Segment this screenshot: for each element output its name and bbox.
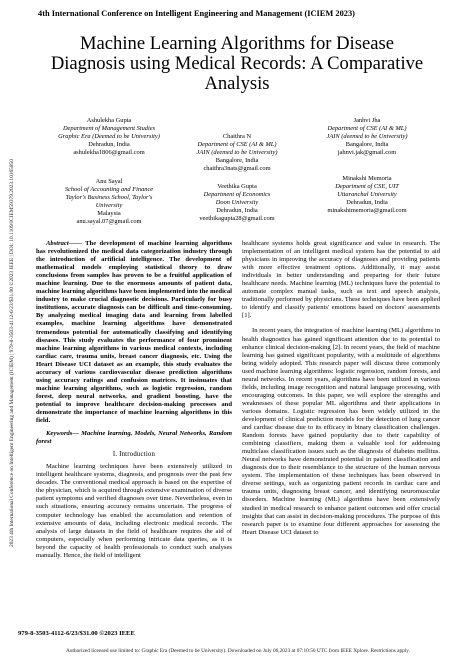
intro-paragraph-1: Machine learning techniques have been extensively utilized in intelligent healthcare systems, diagnosis, and prognosis over the past few decades. The conventional medical approach is based on the expertise of the physician, which is acquired through extensive examination of diverse patient symptoms and verified diagnoses over time. Nevertheless, even in such situations, ensuring accuracy remains uncertain. The progress of computer technology has enabled the accumulation and retention of extensive amounts of data, including electronic medical records. The analysis of large datasets in the field of healthcare requires the aid of computers, especially when performing intricate data queries, as it is beyond the capacity of health professionals to conduct such analyses manually. Hence, the field of intelligent [36, 463, 232, 559]
author-location: Bangalore, India [215, 157, 259, 164]
author-block-3 [302, 117, 432, 157]
author-affiliation: Department of CSE (AI & ML) [327, 125, 407, 132]
author-email: minakshimemoria@gmail.com [327, 207, 407, 214]
author-affiliation: JAIN (deemed to be University) [196, 149, 278, 156]
author-affiliation: Graphic Era (Deemed to be University) [58, 133, 160, 140]
author-affiliation: JAIN (deemed to be University) [326, 133, 408, 140]
left-column [36, 240, 232, 560]
abstract-label: Abstract— [46, 240, 76, 247]
author-location: Dehradun, India [216, 207, 258, 214]
author-name: Minakshi Memoria [342, 175, 392, 182]
author-email: chaithra3nats@gmail.com [203, 165, 271, 172]
author-name: Janhvi Jha [353, 117, 381, 124]
title-line-1: Machine Learning Algorithms for Disease [80, 33, 394, 54]
author-block-2 [172, 133, 302, 173]
author-location: Dehradun, India [346, 199, 388, 206]
right-paragraph-1: healthcare systems holds great significance and value in research. The implementation of an intelligent medical system has the potential to aid physicians in improving the accuracy of diagnoses and providing patients with more effective treatment options. Additionally, it may assist individuals in better understanding and preparing for their future healthcare needs. Machine learning (ML) techniques have the potential to automate complex manual tasks, such as text and speech analysis, traditionally performed by physicians. These techniques have been applied to identify and classify patients' emotions based on doctors' assessments [1]. [242, 240, 440, 320]
author-location: Bangalore, India [345, 141, 389, 148]
author-name: Veethika Gupta [217, 183, 257, 190]
title-line-3: Analysis [204, 73, 270, 94]
right-paragraph-2: In recent years, the integration of machine learning (ML) algorithms in health diagnostics has gained significant attention due to its potential to enhance clinical decision-making [2]. In recent years, the field of machine learning has gained significant popularity, with a multitude of algorithms being widely adopted. This research paper will discuss three commonly used machine learning algorithms: logistic regression, random forests, and neural networks. In recent years, algorithms have been utilized in various fields, including image recognition and natural language processing, with encouraging outcomes. In this paper, we will explore the strengths and weaknesses of these popular ML algorithms and their applications in various domains. Logistic regression has been widely utilized in the development of clinical prediction models for the detection of lung cancer and cardiac disease due to its efficacy in binary classification challenges. Random forests have gained popularity due to their capability of combining classifiers, making them a valuable tool for addressing multiclass classification issues such as the diagnosis of diabetes mellitus. Neural networks have demonstrated potential in patient classification and diagnosis due to their resemblance to the structure of the human nervous system. The implementation of these techniques has been observed in diverse settings, such as organizing patient records in cardiac care and trauma units, diagnosing breast cancer, and identifying neuromuscular disorders. Machine learning (ML) algorithms have been extensively studied in medical research to enhance patient outcomes and offer crucial insights that can assist in decision-making procedures. The purpose of this research paper is to examine four different approaches for assessing the Heart Disease UCI dataset to [242, 327, 440, 536]
abstract [36, 240, 232, 425]
section-heading-introduction: I. Introduction [112, 451, 156, 459]
author-location: Dehradun, India [88, 141, 130, 148]
author-affiliation: University [95, 202, 123, 209]
author-block-5 [172, 183, 302, 223]
author-affiliation: Doon University [215, 199, 259, 206]
author-affiliation: Uttaranchal University [337, 191, 397, 198]
author-affiliation: Taylor's Business School, Taylor's [65, 194, 153, 201]
author-email: ashulekha1806@gmail.com [73, 149, 145, 156]
abstract-text: — The development of machine learning algorithms has revolutionized the medical data categorization industry through the introduction of artificial intelligence. The development of mathematical models employing statistical theory to draw conclusions from samples has proven to be a fruitful application of machine learning. Due to the enormous amounts of patient data, machine learning algorithms have been implemented into the medical industry to make crucial diagnostic decisions. Particularly for busy institutions, accurate diagnosis can be difficult and time-consuming. By analyzing medical imaging data and learning from labelled examples, machine learning algorithms have demonstrated tremendous potential for automatically classifying and identifying diseases. This study evaluates the performance of four prominent machine learning algorithms in various medical contexts, including cardiac care, trauma units, breast cancer diagnosis, etc. Using the Heart Disease UCI dataset as an example, this study evaluates the accuracy of various cardiovascular disease prediction algorithms using accuracy ratings and confusion matrices. It insinuates that machine learning algorithms, such as logistic regression, random forest, deep neural networks, and gradient boosting, have the potential to improve healthcare decision-making processes and demonstrate the importance of machine learning algorithms in this field. [36, 240, 232, 425]
footer-isbn: 979-8-3503-4112-6/23/$31.00 ©2023 IEEE [18, 630, 135, 637]
license-notice: Authorized licensed use limited to: Graphic Era (Deemed to be University). Downloaded on July 06,2023 at 07:10:50 UTC from IEEE Xplore. Restrictions apply. [66, 648, 410, 654]
author-name: Ashulekha Gupta [86, 117, 132, 124]
keywords-text: Machine learning, Models, Neural Networks, Random forest [36, 430, 232, 446]
author-block-1 [44, 117, 174, 157]
author-email: anu.sayal.07@gmail.com [76, 218, 142, 225]
side-citation-text: 2023 4th International Conference on Intelligent Engineering and Management (ICIEM) | 979-8-3503-4112-6/23/$31.00 ©2023 IEEE | DOI: 10.1109/ICIEM59379.2023.10165850 [9, 159, 15, 547]
author-email: jahnvi.jak@gmail.com [337, 149, 397, 156]
author-block-6 [302, 175, 432, 215]
author-location: Malaysia [97, 210, 121, 217]
conference-header: 4th International Conference on Intelligent Engineering and Management (ICIEM 2023) [38, 9, 355, 18]
author-name: Anu Sayal [95, 178, 123, 185]
author-email: veethikagupta28@gmail.com [199, 215, 275, 222]
author-affiliation: School of Accounting and Finance [64, 186, 154, 193]
keywords [36, 430, 232, 446]
right-column [242, 240, 440, 537]
author-affiliation: Department of CSE, UIT [335, 183, 399, 190]
keywords-label: Keywords— [46, 430, 79, 438]
author-affiliation: Department of Economics [203, 191, 271, 198]
title-line-2: Diagnosis using Medical Records: A Comparative [50, 53, 424, 74]
author-name: Chaithra N [222, 133, 252, 140]
author-affiliation: Department of CSE (AI & ML) [197, 141, 277, 148]
author-block-4 [44, 178, 174, 226]
paper-title [20, 34, 454, 94]
author-affiliation: Department of Management Studies [62, 125, 156, 132]
